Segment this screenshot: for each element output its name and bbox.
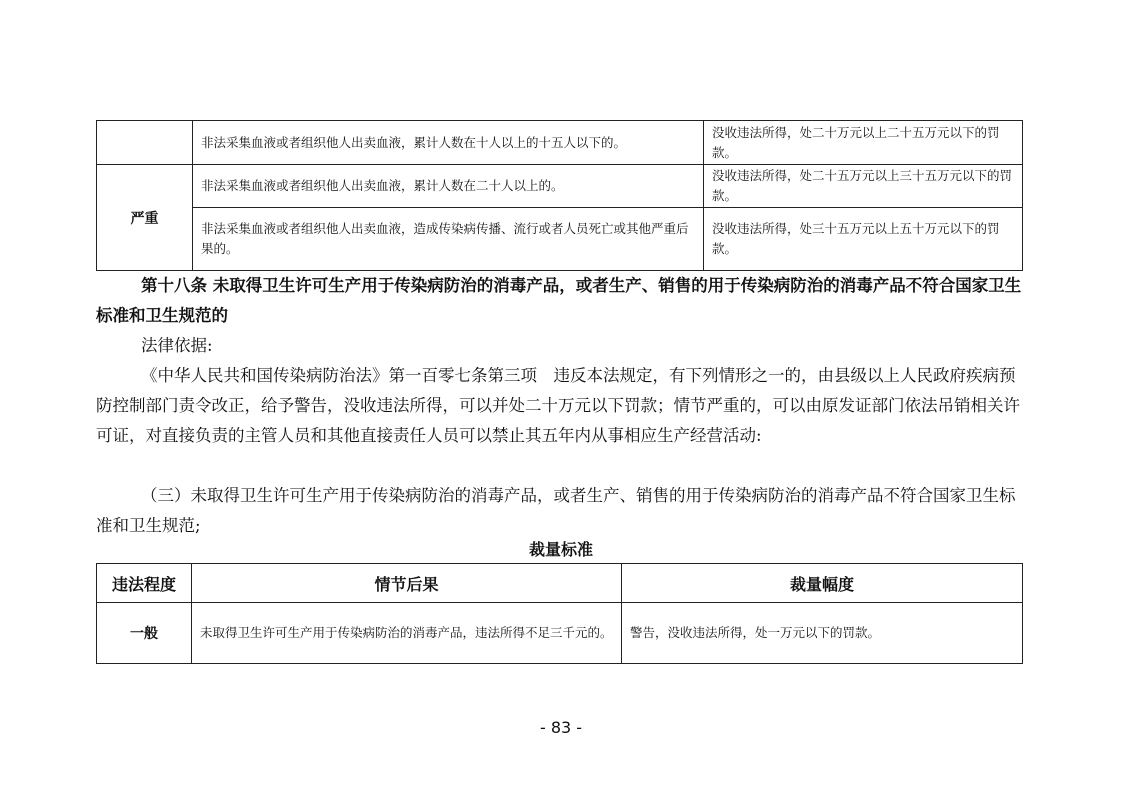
legal-basis-label: 法律依据: (141, 336, 213, 355)
top-penalty-table (96, 120, 1023, 271)
circumstance-cell: 非法采集血液或者组织他人出卖血液，累计人数在二十人以上的。 (193, 165, 704, 208)
page-number: - 83 - (539, 718, 583, 737)
header-range: 裁量幅度 (622, 564, 1023, 603)
severity-cell: 严重 (97, 165, 193, 271)
penalty-cell: 没收违法所得，处二十万元以上二十五万元以下的罚款。 (704, 121, 1023, 165)
penalty-cell: 没收违法所得，处二十五万元以上三十五万元以下的罚款。 (704, 165, 1023, 208)
standard-table (96, 563, 1023, 664)
standard-table-title: 裁量标准 (528, 540, 593, 559)
law-item-text: （三）未取得卫生许可生产用于传染病防治的消毒产品，或者生产、销售的用于传染病防治的消毒产品不符合国家卫生标准和卫生规范; (96, 486, 1016, 535)
severity-cell: 一般 (97, 603, 192, 664)
table-row (97, 208, 1023, 271)
penalty-cell: 没收违法所得，处三十五万元以上五十万元以下的罚款。 (704, 208, 1023, 271)
circumstance-cell: 非法采集血液或者组织他人出卖血液，造成传染病传播、流行或者人员死亡或其他严重后果的。 (193, 208, 704, 271)
table-header-row (97, 564, 1023, 603)
circumstance-cell: 未取得卫生许可生产用于传染病防治的消毒产品，违法所得不足三千元的。 (192, 603, 622, 664)
article-heading: 第十八条 未取得卫生许可生产用于传染病防治的消毒产品，或者生产、销售的用于传染病防治的消毒产品不符合国家卫生标准和卫生规范的 (96, 276, 1022, 325)
law-text: 《中华人民共和国传染病防治法》第一百零七条第三项 违反本法规定，有下列情形之一的，由县级以上人民政府疾病预防控制部门责令改正，给予警告，没收违法所得，可以并处二十万元以下罚款；情节严重的，可以由原发证部门依法吊销相关许可证，对直接负责的主管人员和其他直接责任人员可以禁止其五年内从事相应生产经营活动: (96, 366, 1020, 445)
penalty-cell: 警告，没收违法所得，处一万元以下的罚款。 (622, 603, 1023, 664)
severity-cell-blank (97, 121, 193, 165)
table-row (97, 603, 1023, 664)
header-severity: 违法程度 (97, 564, 192, 603)
table-row (97, 121, 1023, 165)
table-row (97, 165, 1023, 208)
header-circumstances: 情节后果 (192, 564, 622, 603)
circumstance-cell: 非法采集血液或者组织他人出卖血液，累计人数在十人以上的十五人以下的。 (193, 121, 704, 165)
